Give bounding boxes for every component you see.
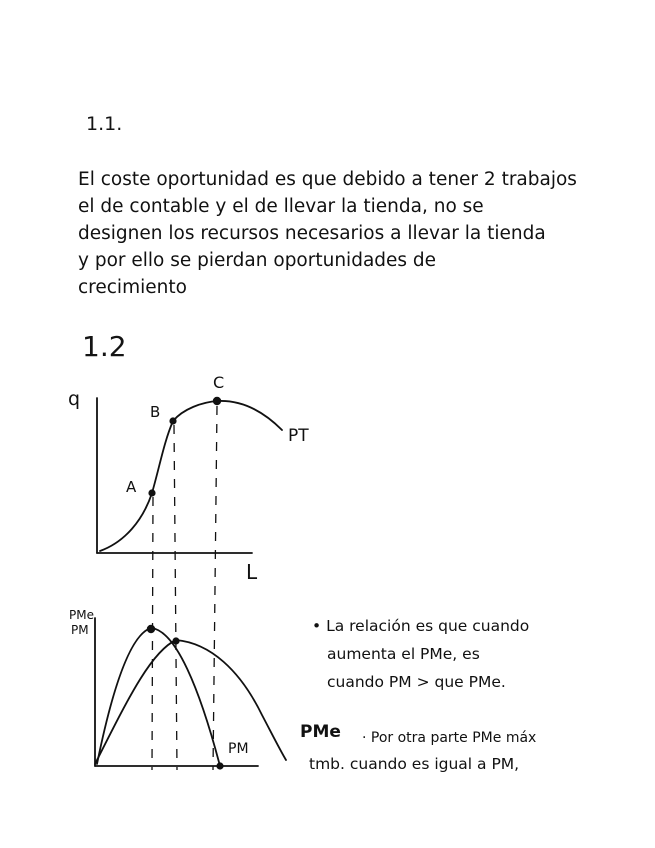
- dashed-guide-c: [213, 406, 217, 770]
- average-product-curve: [95, 640, 286, 764]
- marginal-product-label: PM: [228, 741, 249, 757]
- total-product-curve: [100, 401, 282, 551]
- note-line: • La relación es que cuando: [312, 617, 530, 635]
- point-b-label: B: [150, 403, 161, 421]
- note-line: tmb. cuando es igual a PM,: [309, 755, 520, 773]
- total-product-label: PT: [288, 426, 309, 446]
- note-line: aumenta el PMe, es: [327, 645, 480, 663]
- paragraph-line: designen los recursos necesarios a llevar la tienda: [78, 223, 546, 244]
- point-a: [148, 489, 155, 496]
- section-number-1-2: 1.2: [82, 330, 127, 363]
- paragraph-line: El coste oportunidad es que debido a tener 2 trabajos: [78, 169, 577, 190]
- section-number-1-1: 1.1.: [86, 113, 123, 135]
- bottom-y-axis-label-pm: PM: [71, 623, 89, 637]
- point-b: [169, 417, 176, 424]
- bottom-y-axis-label-pme: PMe: [69, 608, 94, 622]
- dashed-guide-b: [174, 425, 177, 770]
- point-a-label: A: [126, 478, 137, 496]
- top-y-axis-label: q: [68, 388, 81, 410]
- paragraph-line: el de contable y el de llevar la tienda, no se: [78, 196, 484, 217]
- top-x-axis-label: L: [246, 560, 258, 584]
- paragraph-line: y por ello se pierdan oportunidades de: [78, 250, 437, 271]
- point-c-label: C: [213, 373, 225, 392]
- note-line: · Por otra parte PMe máx: [362, 730, 537, 746]
- marginal-product-curve: [97, 628, 220, 766]
- note-line: cuando PM > que PMe.: [327, 673, 506, 691]
- point-intersection: [172, 637, 179, 644]
- point-pm-zero: [216, 762, 223, 769]
- point-pm-max: [147, 625, 155, 633]
- average-product-label: PMe: [300, 722, 341, 742]
- paragraph-line: crecimiento: [78, 277, 187, 298]
- point-c: [213, 397, 221, 405]
- dashed-guide-a: [152, 497, 153, 770]
